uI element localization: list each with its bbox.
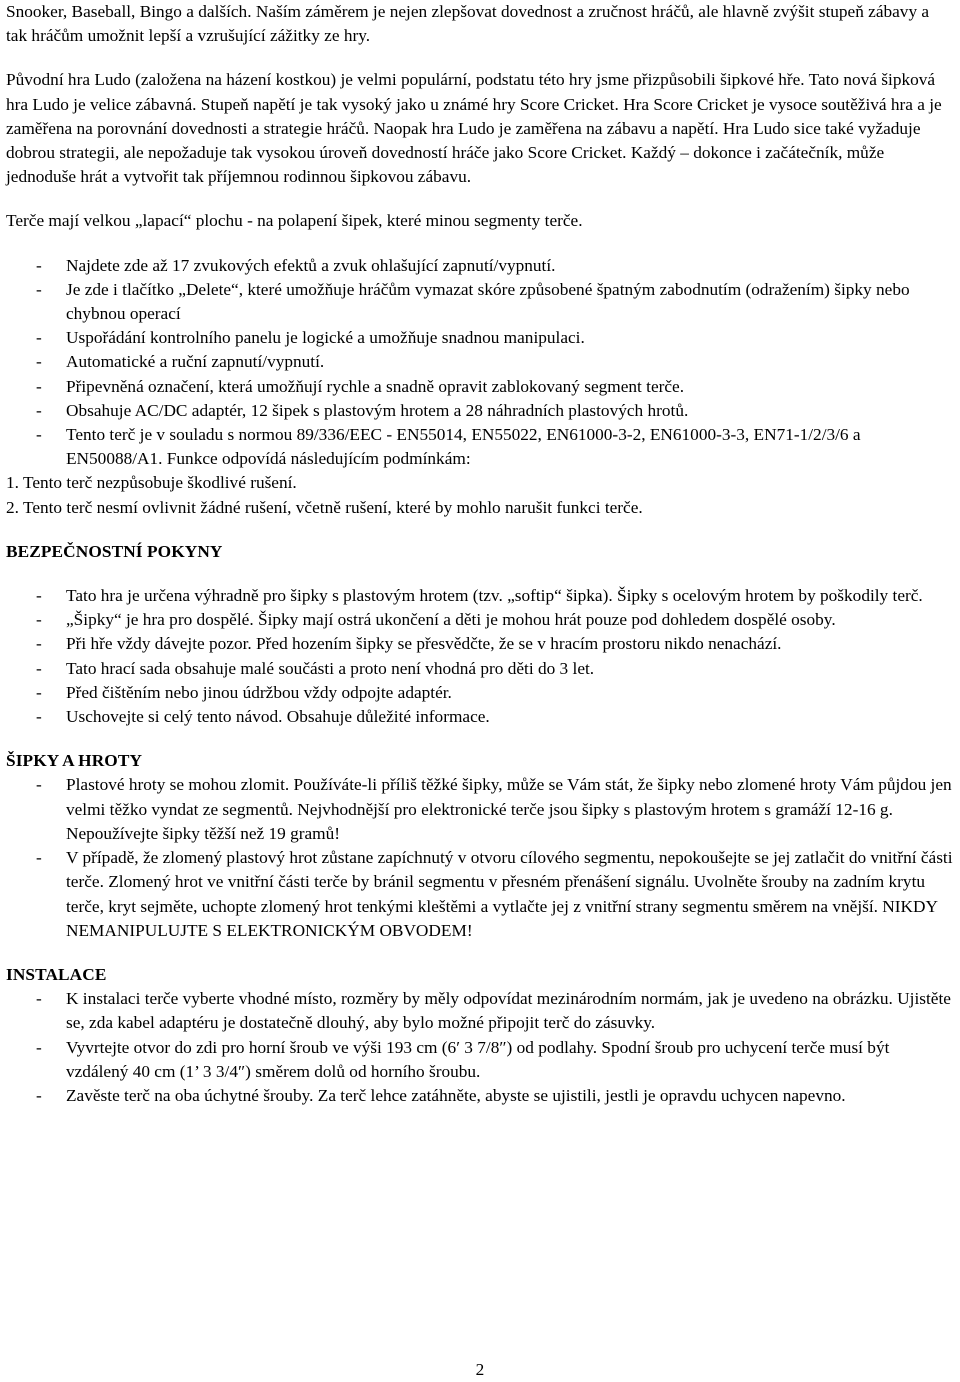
- tips-heading: ŠIPKY A HROTY: [6, 751, 143, 771]
- list-item: - Uspořádání kontrolního panelu je logické a umožňuje snadnou manipulaci.: [36, 328, 585, 348]
- intro-paragraph-1: Snooker, Baseball, Bingo a dalších. Naším záměrem je nejen zlepšovat dovednost a zručnost hráčů, ale hlavně zvýšit stupeň zábavy a tak hráčům umožnit lepší a vzrušující zážitky ze hry.: [6, 2, 930, 46]
- list-item: - V případě, že zlomený plastový hrot zůstane zapíchnutý v otvoru cílového segmentu, nepokoušejte se jej zatlačit do vnitřní části terče. Zlomený hrot ve vnitřní části terče by bránil segmentu v přesném přenášení signálu. Uvolněte šrouby na zadním krytu terče, kryt sejměte, uchopte zlomený hrot tenkými kleštěmi a vytlačte jej z vnitřní strany segmentu směrem na vnější. NIKDY NEMANIPULUJTE S ELEKTRONICKÝM OBVODEM!: [36, 848, 953, 940]
- list-item: - Uschovejte si celý tento návod. Obsahuje důležité informace.: [36, 707, 490, 727]
- list-item: - Při hře vždy dávejte pozor. Před hozením šipky se přesvědčte, že se v hracím prostoru nikdo nenachází.: [36, 634, 782, 654]
- list-item: - Tento terč je v souladu s normou 89/336/EEC - EN55014, EN55022, EN61000-3-2, EN61000-3-3, EN71-1/2/3/6 a EN50088/A1. Funkce odpovídá následujícím podmínkám:: [36, 425, 861, 469]
- safety-list: [6, 584, 954, 729]
- list-item: - „Šipky“ je hra pro dospělé. Šipky mají ostrá ukončení a děti je mohou hrát pouze pod dohledem dospělé osoby.: [36, 610, 836, 630]
- list-item: - K instalaci terče vyberte vhodné místo, rozměry by měly odpovídat mezinárodním normám, jak je uvedeno na obrázku. Ujistěte se, zda kabel adaptéru je dostatečně dlouhý, aby bylo možné připojit terč do zásuvky.: [36, 989, 951, 1033]
- intro-paragraph-2: Původní hra Ludo (založena na házení kostkou) je velmi populární, podstatu této hry jsme přizpůsobili šipkové hře. Tato nová šipková hra Ludo je velice zábavná. Stupeň napětí je tak vysoký jako u známé hry Score Cricket. Hra Score Cricket je vysoce soutěživá hra a je zaměřena na porovnání dovednosti a strategie hráčů. Naopak hra Ludo je zaměřena na zábavu a napětí. Hra Ludo sice také vyžaduje dobrou strategii, ale nepožaduje tak vysokou úroveň dovedností hráče jako Score Cricket. Každý – dokonce i začátečník, může jednoduše hrát a vytvořit tak příjemnou rodinnou šipkovou zábavu.: [6, 70, 942, 187]
- tips-list: [6, 773, 954, 942]
- numbered-item-2: 2. Tento terč nesmí ovlivnit žádné rušení, včetně rušení, které by mohlo narušit funkci terče.: [6, 497, 643, 517]
- list-item: - Vyvrtejte otvor do zdi pro horní šroub ve výši 193 cm (6′ 3 7/8″) od podlahy. Spodní šroub pro uchycení terče musí být vzdálený 40 cm (1’ 3 3/4″) směrem dolů od horního šroubu.: [36, 1037, 890, 1081]
- list-item: - Automatické a ruční zapnutí/vypnutí.: [36, 352, 325, 372]
- list-item: - Zavěste terč na oba úchytné šrouby. Za terč lehce zatáhněte, abyste se ujistili, jestli je opravdu uchycen napevno.: [36, 1085, 846, 1105]
- install-list: [6, 987, 954, 1108]
- list-item: - Plastové hroty se mohou zlomit. Používáte-li příliš těžké šipky, může se Vám stát, že šipky nebo zlomené hroty Vám půjdou jen velmi těžko vyndat ze segmentů. Nejvhodnější pro elektronické terče jsou šipky s plastovým hrotem s gramáží 12-16 g. Nepoužívejte šipky těžší než 19 gramů!: [36, 775, 952, 843]
- list-item: - Najdete zde až 17 zvukových efektů a zvuk ohlašující zapnutí/vypnutí.: [36, 255, 556, 275]
- list-item: - Obsahuje AC/DC adaptér, 12 šipek s plastovým hrotem a 28 náhradních plastových hrotů.: [36, 400, 689, 420]
- document-body: [6, 0, 954, 1108]
- numbered-item-1: 1. Tento terč nezpůsobuje škodlivé rušení.: [6, 473, 297, 493]
- list-item: - Je zde i tlačítko „Delete“, které umožňuje hráčům vymazat skóre způsobené špatným zabodnutím (odražením) šipky nebo chybnou operací: [36, 279, 910, 324]
- features-list: [6, 254, 954, 472]
- list-item: - Tato hra je určena výhradně pro šipky s plastovým hrotem (tzv. „softip“ šipka). Šipky s ocelovým hrotem by poškodily terč.: [36, 586, 923, 606]
- list-item: - Tato hrací sada obsahuje malé součásti a proto není vhodná pro děti do 3 let.: [36, 658, 595, 678]
- list-item: - Připevněná označení, která umožňují rychle a snadně opravit zablokovaný segment terče.: [36, 376, 685, 396]
- safety-heading: BEZPEČNOSTNÍ POKYNY: [6, 541, 223, 561]
- install-heading: INSTALACE: [6, 964, 107, 984]
- intro-paragraph-3: Terče mají velkou „lapací“ plochu - na polapení šipek, které minou segmenty terče.: [6, 211, 583, 231]
- list-item: - Před čištěním nebo jinou údržbou vždy odpojte adaptér.: [36, 682, 452, 702]
- page-number: 2: [475, 1360, 485, 1379]
